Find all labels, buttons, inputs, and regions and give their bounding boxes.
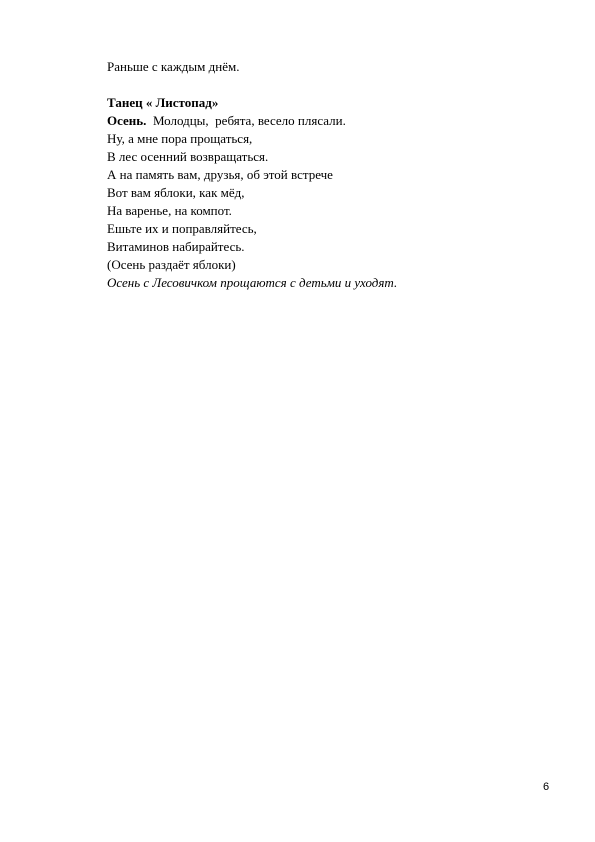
poem-line: Витаминов набирайтесь.	[107, 239, 245, 254]
paragraph-gap	[107, 76, 547, 94]
page-number: 6	[543, 781, 550, 793]
document-body	[107, 58, 547, 292]
speaker-name: Осень.	[107, 113, 147, 128]
poem-line: А на память вам, друзья, об этой встрече	[107, 167, 333, 182]
poem-line: Ну, а мне пора прощаться,	[107, 131, 253, 146]
poem-line: В лес осенний возвращаться.	[107, 149, 269, 164]
poem-line: Ешьте их и поправляйтесь,	[107, 221, 257, 236]
stage-direction: Осень с Лесовичком прощаются с детьми и уходят.	[107, 275, 398, 290]
speech-text: Молодцы, ребята, весело плясали.	[146, 113, 346, 128]
stage-note: (Осень раздаёт яблоки)	[107, 257, 236, 272]
section-title: Танец « Листопад»	[107, 95, 219, 110]
poem-line: Вот вам яблоки, как мёд,	[107, 185, 245, 200]
poem-line: На варенье, на компот.	[107, 203, 232, 218]
text-line-intro: Раньше с каждым днём.	[107, 59, 240, 74]
speech-first-line	[107, 112, 547, 130]
